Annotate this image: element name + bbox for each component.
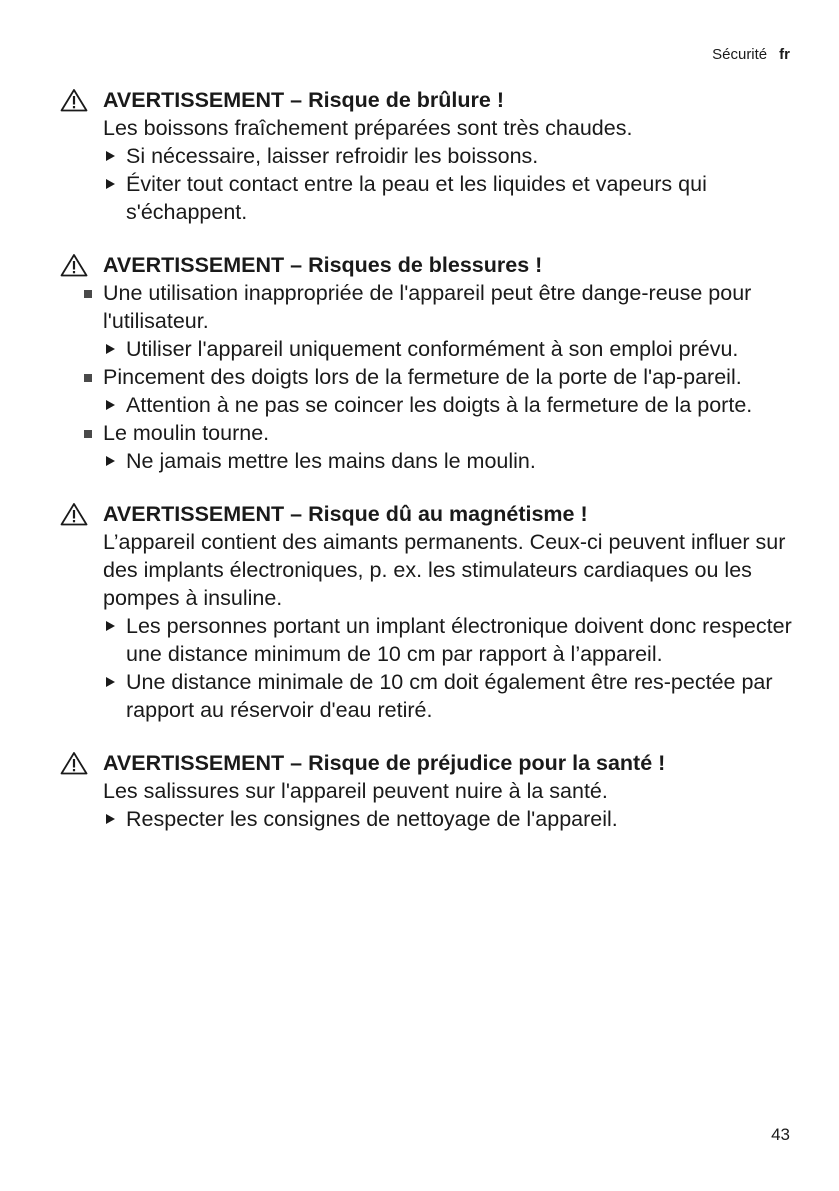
warning-text: Les salissures sur l'appareil peuvent nuire à la santé. [103, 779, 608, 803]
warning-text: L’appareil contient des aimants permanents. Ceux-ci peuvent influer sur des implants électroniques, p. ex. les stimulateurs cardiaques ou les pompes à insuline. [103, 530, 786, 610]
action-item: Ne jamais mettre les mains dans le moulin. [103, 447, 800, 475]
warning-triangle-icon [60, 253, 88, 277]
bullet-item: Pincement des doigts lors de la fermeture de la porte de l'ap-pareil. Attention à ne pas se coincer les doigts à la fermeture de la porte. [83, 363, 800, 419]
page-number: 43 [771, 1125, 790, 1144]
warning-title: AVERTISSEMENT – Risque de brûlure ! [103, 88, 504, 112]
action-item: Une distance minimale de 10 cm doit également être res-pectée par rapport au réservoir d'eau retiré. [103, 668, 800, 724]
bullet-item: Le moulin tourne. Ne jamais mettre les mains dans le moulin. [83, 419, 800, 475]
action-item: Attention à ne pas se coincer les doigts à la fermeture de la porte. [103, 391, 800, 419]
square-bullet-icon [84, 430, 92, 438]
arrow-bullet-icon [106, 151, 115, 161]
section-title: Sécurité [712, 46, 768, 63]
square-bullet-icon [84, 374, 92, 382]
warning-magnetism [60, 500, 800, 724]
language-code: fr [779, 46, 790, 63]
safety-content [60, 86, 800, 858]
page-header [712, 46, 790, 63]
action-item: Si nécessaire, laisser refroidir les boissons. [103, 142, 800, 170]
warning-triangle-icon [60, 751, 88, 775]
arrow-bullet-icon [106, 621, 115, 631]
action-item: Éviter tout contact entre la peau et les liquides et vapeurs qui s'échappent. [103, 170, 800, 226]
action-item: Respecter les consignes de nettoyage de l'appareil. [103, 805, 800, 833]
arrow-bullet-icon [106, 400, 115, 410]
warning-burn [60, 86, 800, 226]
arrow-bullet-icon [106, 344, 115, 354]
warning-injury [60, 251, 800, 475]
warning-triangle-icon [60, 88, 88, 112]
arrow-bullet-icon [106, 814, 115, 824]
arrow-bullet-icon [106, 179, 115, 189]
warning-title: AVERTISSEMENT – Risque dû au magnétisme ! [103, 502, 588, 526]
warning-title: AVERTISSEMENT – Risque de préjudice pour la santé ! [103, 751, 666, 775]
square-bullet-icon [84, 290, 92, 298]
warning-health [60, 749, 800, 833]
warning-title: AVERTISSEMENT – Risques de blessures ! [103, 253, 543, 277]
action-item: Utiliser l'appareil uniquement conformément à son emploi prévu. [103, 335, 800, 363]
action-item: Les personnes portant un implant électronique doivent donc respecter une distance minimum de 10 cm par rapport à l’appareil. [103, 612, 800, 668]
bullet-item: Une utilisation inappropriée de l'appareil peut être dange-reuse pour l'utilisateur. Utiliser l'appareil uniquement conformément à son emploi prévu. [83, 279, 800, 363]
warning-text: Les boissons fraîchement préparées sont très chaudes. [103, 116, 633, 140]
warning-triangle-icon [60, 502, 88, 526]
arrow-bullet-icon [106, 456, 115, 466]
arrow-bullet-icon [106, 677, 115, 687]
